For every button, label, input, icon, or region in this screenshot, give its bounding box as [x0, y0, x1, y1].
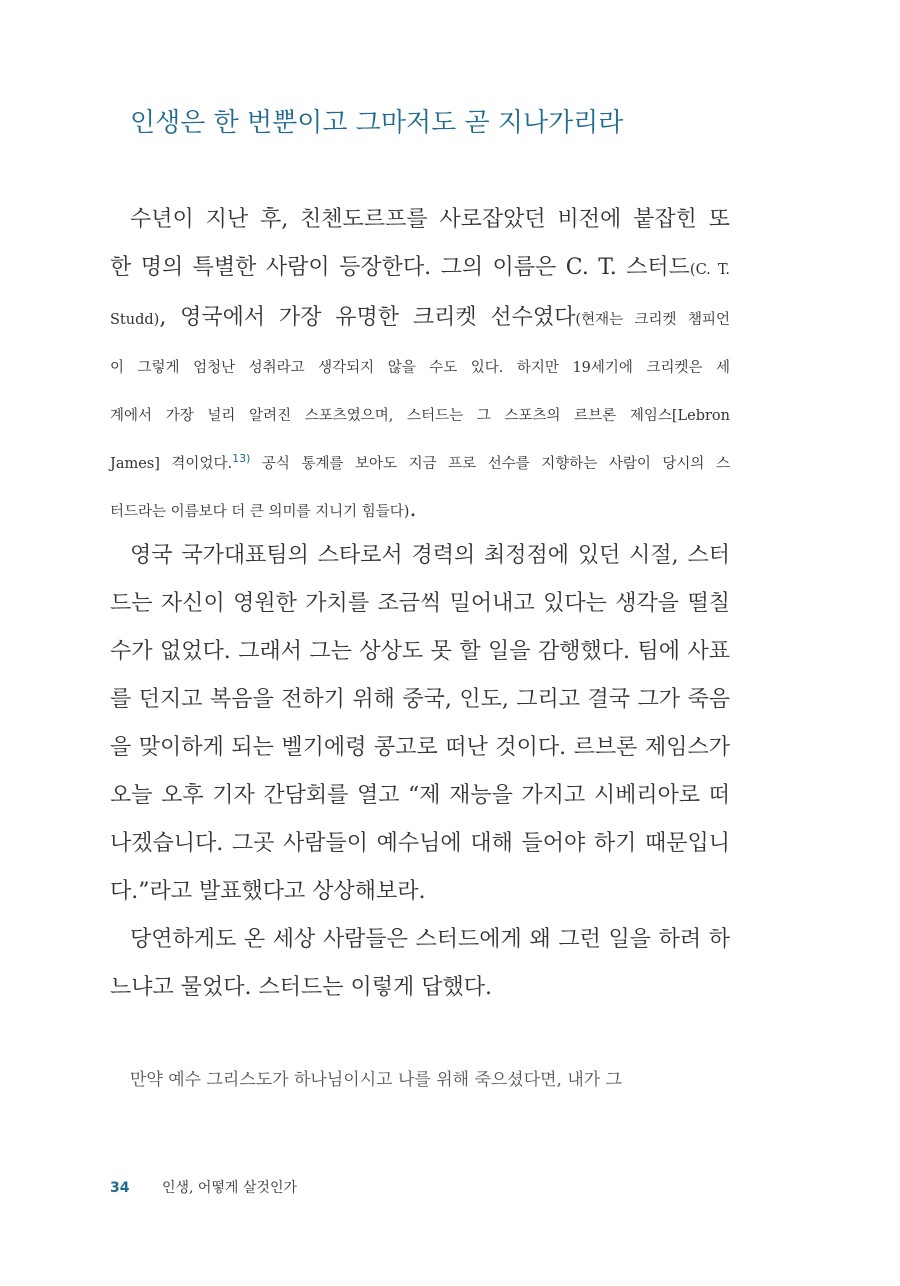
text-line: 오늘 오후 기자 간담회를 열고 “제 재능을 가지고 시베리아로 떠: [110, 783, 730, 808]
text-run: , 영국에서 가장 유명한 크리켓 선수였다: [159, 305, 576, 330]
text-run: (현재는 크리켓 챔피언: [575, 312, 730, 328]
text-line: [110, 440, 730, 488]
running-title: 인생, 어떻게 살것인가: [161, 1180, 298, 1196]
text-line: 드는 자신이 영원한 가치를 조금씩 밀어내고 있다는 생각을 떨칠: [110, 591, 730, 616]
paragraph-1: [110, 196, 730, 536]
text-line: 계에서 가장 널리 알려진 스포츠였으며, 스터드는 그 스포츠의 르브론 제임스[Lebron: [110, 408, 730, 424]
text-line: 다.”라고 발표했다고 상상해보라.: [110, 879, 426, 904]
text-line: 나겠습니다. 그곳 사람들이 예수님에 대해 들어야 하기 때문입니: [110, 831, 730, 856]
footnote-marker[interactable]: 13): [232, 452, 251, 466]
text-run: .: [409, 497, 417, 522]
text-line: 느냐고 물었다. 스터드는 이렇게 답했다.: [110, 975, 492, 1000]
text-line: [110, 488, 730, 536]
text-line: 영국 국가대표팀의 스타로서 경력의 최정점에 있던 시절, 스터: [130, 543, 730, 568]
block-quote: 만약 예수 그리스도가 하나님이시고 나를 위해 죽으셨다면, 내가 그: [130, 1070, 623, 1090]
text-run: (C. T.: [689, 262, 730, 278]
text-line: 당연하게도 온 세상 사람들은 스터드에게 왜 그런 일을 하려 하: [130, 927, 730, 952]
section-heading: 인생은 한 번뿐이고 그마저도 곧 지나가리라: [130, 108, 624, 138]
text-run: Studd): [110, 312, 160, 328]
paragraph-2: [110, 532, 730, 916]
text-line: [110, 294, 730, 344]
text-line: 을 맞이하게 되는 벨기에령 콩고로 떠난 것이다. 르브론 제임스가: [110, 735, 730, 760]
text-run: 터드라는 이름보다 더 큰 의미를 지니기 힘들다): [110, 504, 410, 520]
text-line: 수년이 지난 후, 친첸도르프를 사로잡았던 비전에 붙잡힌 또: [130, 207, 730, 232]
text-run: 한 명의 특별한 사람이 등장한다. 그의 이름은 C. T. 스터드: [110, 255, 690, 280]
text-line: 를 던지고 복음을 전하기 위해 중국, 인도, 그리고 결국 그가 죽음: [110, 687, 730, 712]
text-line: 수가 없었다. 그래서 그는 상상도 못 할 일을 감행했다. 팀에 사표: [110, 639, 730, 664]
paragraph-3: [110, 916, 730, 1012]
page-footer: [110, 1176, 297, 1200]
text-run: 공식 통계를 보아도 지금 프로 선수를 지향하는 사람이 당시의 스: [250, 456, 730, 472]
text-line: [110, 244, 730, 294]
text-line: 이 그렇게 엄청난 성취라고 생각되지 않을 수도 있다. 하지만 19세기에 크리켓은 세: [110, 360, 730, 376]
page-number: 34: [110, 1180, 130, 1196]
text-run: James] 격이었다.: [110, 456, 233, 472]
